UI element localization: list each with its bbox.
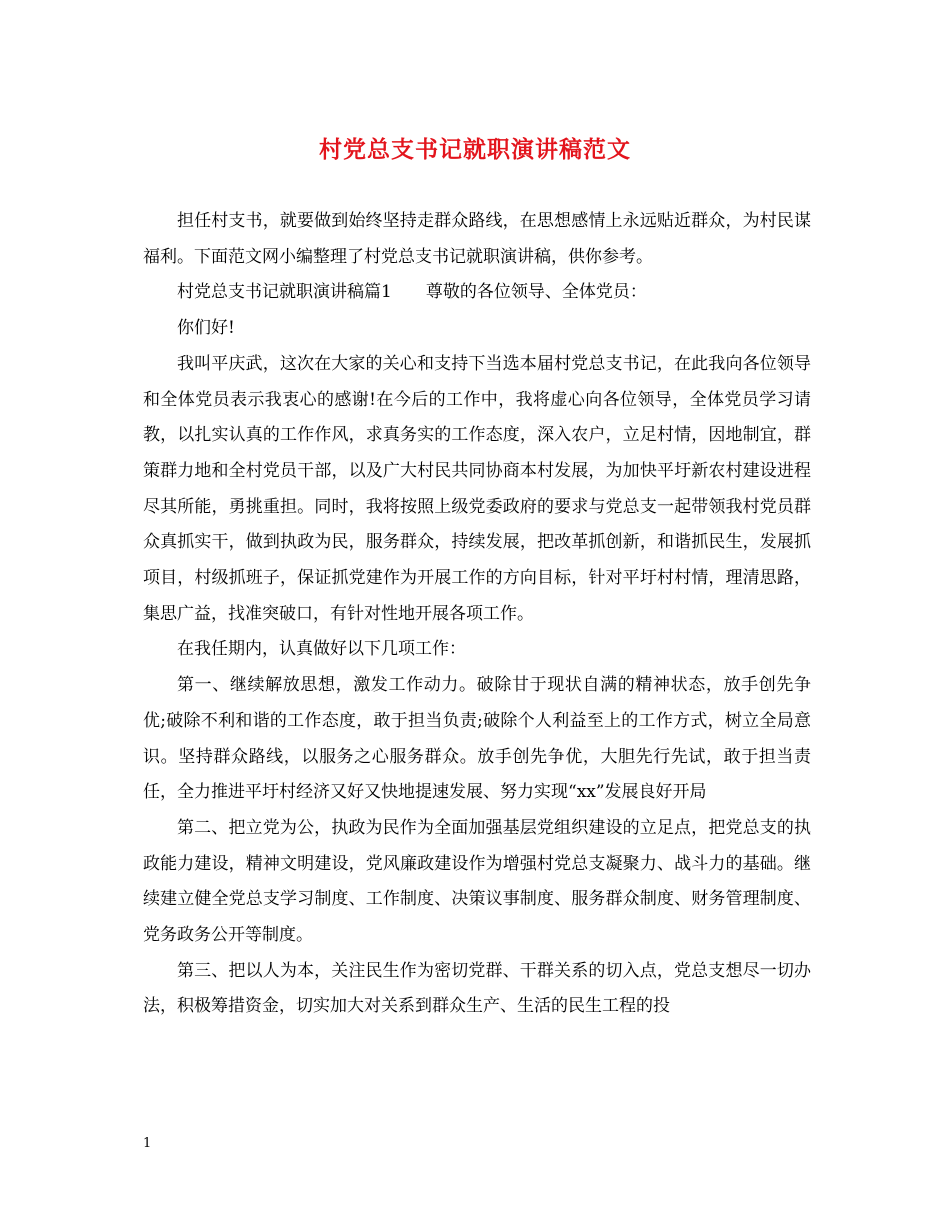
paragraph-work-plan-intro: 在我任期内，认真做好以下几项工作： — [177, 639, 466, 660]
document-title: 村党总支书记就职演讲稿范文 — [319, 136, 631, 163]
document-body — [143, 204, 811, 1025]
paragraph-intro: 担任村支书，就要做到始终坚持走群众路线，在思想感情上永远贴近群众，为村民谋福利。下面范文网小编整理了村党总支书记就职演讲稿，供你参考。 — [143, 211, 811, 267]
paragraph-self-introduction: 我叫平庆武，这次在大家的关心和支持下当选本届村党总支书记，在此我向各位领导和全体党员表示我衷心的感谢!在今后的工作中，我将虚心向各位领导，全体党员学习请教，以扎实认真的工作作风，求真务实的工作态度，深入农户，立足村情，因地制宜，群策群力地和全村党员干部，以及广大村民共同协商本村发展，为加快平圩新农村建设进程尽其所能，勇挑重担。同时，我将按照上级党委政府的要求与党总支一起带领我村党员群众真抓实干，做到执政为民，服务群众，持续发展，把改革抓创新，和谐抓民生，发展抓项目，村级抓班子，保证抓党建作为开展工作的方向目标，针对平圩村村情，理清思路，集思广益，找准突破口，有针对性地开展各项工作。 — [143, 353, 811, 624]
paragraph-point-three: 第三、把以人为本，关注民生作为密切党群、干群关系的切入点，党总支想尽一切办法，积极筹措资金，切实加大对关系到群众生产、生活的民生工程的投 — [143, 960, 811, 1017]
page-number: 1 — [143, 1136, 152, 1151]
paragraph-point-two: 第二、把立党为公，执政为民作为全面加强基层党组织建设的立足点，把党总支的执政能力建设，精神文明建设，党风廉政建设作为增强村党总支凝聚力、战斗力的基础。继续建立健全党总支学习制度、工作制度、决策议事制度、服务群众制度、财务管理制度、党务政务公开等制度。 — [143, 817, 811, 946]
paragraph-salutation: 村党总支书记就职演讲稿篇1 尊敬的各位领导、全体党员： — [177, 282, 647, 303]
paragraph-greeting: 你们好! — [177, 318, 235, 339]
paragraph-point-one: 第一、继续解放思想，激发工作动力。破除甘于现状自满的精神状态，放手创先争优;破除不利和谐的工作态度，敢于担当负责;破除个人利益至上的工作方式，树立全局意识。坚持群众路线，以服务之心服务群众。放手创先争优，大胆先行先试，敢于担当责任，全力推进平圩村经济又好又快地提速发展、努力实现“xx”发展良好开局 — [143, 675, 811, 803]
